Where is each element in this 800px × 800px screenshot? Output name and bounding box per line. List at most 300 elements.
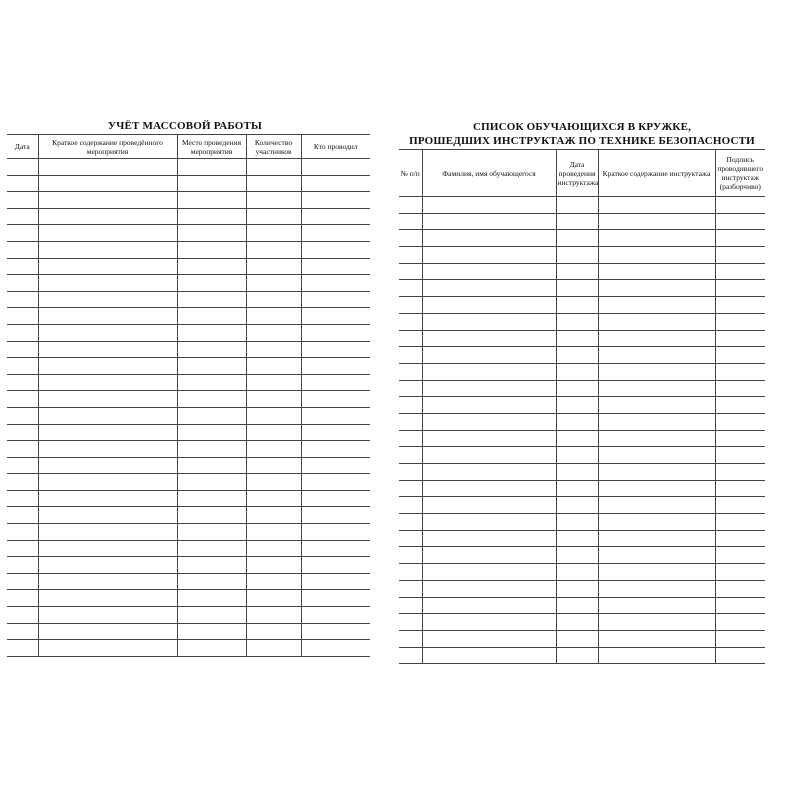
table-cell	[422, 263, 556, 280]
table-cell	[177, 324, 246, 341]
table-cell	[177, 524, 246, 541]
table-row	[7, 391, 370, 408]
table-cell	[715, 380, 765, 397]
table-header-row	[399, 150, 765, 197]
table-cell	[422, 330, 556, 347]
table-cell	[556, 263, 598, 280]
right-page-title-line2: ПРОШЕДШИХ ИНСТРУКТАЖ ПО ТЕХНИКЕ БЕЗОПАСНОСТИ	[409, 135, 755, 147]
table-cell	[38, 258, 177, 275]
table-cell	[399, 514, 422, 531]
table-cell	[715, 197, 765, 214]
table-cell	[598, 580, 715, 597]
table-cell	[399, 413, 422, 430]
table-cell	[598, 263, 715, 280]
table-cell	[715, 580, 765, 597]
column-header-instructor-signature: Подпись проводившего инструктаж (разборчиво)	[715, 150, 765, 197]
table-cell	[598, 514, 715, 531]
table-cell	[422, 547, 556, 564]
table-cell	[422, 380, 556, 397]
table-cell	[7, 441, 38, 458]
table-cell	[38, 407, 177, 424]
table-cell	[38, 358, 177, 375]
table-row	[399, 330, 765, 347]
mass-work-table	[7, 134, 370, 657]
table-row	[7, 424, 370, 441]
table-cell	[38, 159, 177, 176]
table-cell	[301, 507, 370, 524]
table-cell	[177, 457, 246, 474]
table-cell	[399, 363, 422, 380]
table-cell	[246, 557, 301, 574]
table-cell	[715, 363, 765, 380]
table-cell	[399, 230, 422, 247]
table-header-row	[7, 135, 370, 159]
table-cell	[246, 623, 301, 640]
table-cell	[246, 208, 301, 225]
table-cell	[422, 247, 556, 264]
table-cell	[38, 607, 177, 624]
table-cell	[177, 374, 246, 391]
table-cell	[715, 230, 765, 247]
table-cell	[7, 175, 38, 192]
table-cell	[422, 230, 556, 247]
table-cell	[38, 374, 177, 391]
table-cell	[246, 374, 301, 391]
table-cell	[556, 614, 598, 631]
table-cell	[399, 614, 422, 631]
column-header-location: Место проведения мероприятия	[177, 135, 246, 159]
table-row	[399, 580, 765, 597]
column-header-student-name: Фамилия, имя обучающегося	[422, 150, 556, 197]
table-cell	[177, 424, 246, 441]
table-row	[7, 590, 370, 607]
table-cell	[246, 607, 301, 624]
table-cell	[38, 324, 177, 341]
safety-briefing-table	[399, 149, 765, 664]
table-row	[399, 380, 765, 397]
table-cell	[246, 457, 301, 474]
table-cell	[246, 590, 301, 607]
table-cell	[422, 213, 556, 230]
table-cell	[422, 280, 556, 297]
table-cell	[301, 640, 370, 657]
table-row	[399, 514, 765, 531]
table-cell	[177, 358, 246, 375]
table-cell	[598, 347, 715, 364]
table-cell	[556, 430, 598, 447]
table-cell	[38, 175, 177, 192]
table-cell	[177, 441, 246, 458]
table-cell	[715, 430, 765, 447]
table-cell	[556, 564, 598, 581]
table-cell	[422, 580, 556, 597]
table-cell	[7, 640, 38, 657]
table-cell	[598, 464, 715, 481]
table-cell	[7, 159, 38, 176]
table-cell	[399, 263, 422, 280]
table-cell	[7, 557, 38, 574]
table-row	[7, 192, 370, 209]
table-row	[399, 197, 765, 214]
table-cell	[715, 480, 765, 497]
table-cell	[301, 391, 370, 408]
table-cell	[556, 497, 598, 514]
table-row	[7, 291, 370, 308]
table-cell	[598, 480, 715, 497]
table-cell	[399, 447, 422, 464]
table-cell	[399, 330, 422, 347]
table-cell	[38, 341, 177, 358]
table-cell	[422, 347, 556, 364]
table-cell	[38, 391, 177, 408]
table-cell	[399, 213, 422, 230]
table-cell	[598, 630, 715, 647]
table-cell	[422, 614, 556, 631]
table-cell	[598, 597, 715, 614]
table-cell	[7, 341, 38, 358]
table-cell	[246, 291, 301, 308]
table-cell	[715, 514, 765, 531]
table-row	[7, 159, 370, 176]
table-cell	[598, 547, 715, 564]
table-cell	[715, 313, 765, 330]
table-cell	[177, 208, 246, 225]
table-cell	[301, 573, 370, 590]
table-cell	[7, 358, 38, 375]
table-cell	[301, 424, 370, 441]
table-cell	[422, 197, 556, 214]
table-cell	[177, 341, 246, 358]
table-cell	[598, 430, 715, 447]
table-cell	[246, 192, 301, 209]
table-cell	[38, 557, 177, 574]
table-cell	[301, 275, 370, 292]
table-row	[7, 607, 370, 624]
table-cell	[399, 197, 422, 214]
table-cell	[177, 590, 246, 607]
table-row	[399, 430, 765, 447]
table-cell	[7, 291, 38, 308]
table-cell	[715, 263, 765, 280]
table-cell	[7, 258, 38, 275]
table-row	[7, 640, 370, 657]
table-cell	[399, 280, 422, 297]
table-cell	[556, 580, 598, 597]
table-cell	[246, 640, 301, 657]
table-cell	[246, 474, 301, 491]
table-cell	[246, 573, 301, 590]
table-cell	[422, 447, 556, 464]
table-cell	[246, 275, 301, 292]
table-cell	[177, 241, 246, 258]
table-cell	[7, 208, 38, 225]
table-cell	[715, 447, 765, 464]
table-cell	[598, 330, 715, 347]
table-cell	[556, 547, 598, 564]
table-cell	[556, 647, 598, 664]
table-cell	[556, 447, 598, 464]
table-cell	[246, 308, 301, 325]
table-cell	[715, 614, 765, 631]
table-cell	[177, 258, 246, 275]
table-cell	[38, 524, 177, 541]
table-cell	[598, 397, 715, 414]
table-cell	[177, 607, 246, 624]
table-row	[7, 507, 370, 524]
table-cell	[399, 580, 422, 597]
table-cell	[38, 507, 177, 524]
table-row	[399, 230, 765, 247]
table-cell	[556, 313, 598, 330]
table-cell	[598, 564, 715, 581]
table-cell	[177, 391, 246, 408]
table-row	[399, 347, 765, 364]
table-cell	[399, 297, 422, 314]
table-row	[399, 564, 765, 581]
table-row	[399, 447, 765, 464]
table-cell	[715, 630, 765, 647]
table-cell	[7, 391, 38, 408]
table-cell	[556, 297, 598, 314]
table-cell	[301, 524, 370, 541]
column-header-participants: Количество участников	[246, 135, 301, 159]
table-cell	[715, 530, 765, 547]
table-cell	[715, 297, 765, 314]
table-cell	[246, 424, 301, 441]
table-cell	[422, 464, 556, 481]
table-cell	[556, 480, 598, 497]
table-cell	[301, 374, 370, 391]
table-cell	[422, 397, 556, 414]
table-cell	[177, 623, 246, 640]
table-cell	[422, 480, 556, 497]
table-cell	[246, 441, 301, 458]
table-cell	[177, 573, 246, 590]
table-cell	[422, 564, 556, 581]
table-cell	[177, 540, 246, 557]
table-cell	[399, 430, 422, 447]
table-cell	[422, 297, 556, 314]
table-cell	[598, 230, 715, 247]
table-cell	[598, 247, 715, 264]
table-row	[399, 464, 765, 481]
table-row	[399, 297, 765, 314]
table-cell	[422, 413, 556, 430]
table-cell	[598, 530, 715, 547]
table-cell	[7, 540, 38, 557]
table-cell	[399, 380, 422, 397]
table-cell	[556, 213, 598, 230]
table-cell	[7, 474, 38, 491]
table-cell	[246, 358, 301, 375]
table-cell	[422, 313, 556, 330]
table-cell	[422, 514, 556, 531]
table-cell	[301, 358, 370, 375]
table-cell	[715, 647, 765, 664]
table-row	[399, 213, 765, 230]
table-cell	[38, 457, 177, 474]
table-cell	[301, 192, 370, 209]
table-cell	[422, 647, 556, 664]
table-row	[7, 524, 370, 541]
table-cell	[301, 474, 370, 491]
table-cell	[38, 441, 177, 458]
table-cell	[399, 464, 422, 481]
table-row	[399, 263, 765, 280]
column-header-conductor: Кто проводил	[301, 135, 370, 159]
table-cell	[246, 391, 301, 408]
table-row	[7, 308, 370, 325]
column-header-briefing-date: Дата проведения инструктажа	[556, 150, 598, 197]
table-cell	[422, 597, 556, 614]
table-cell	[38, 474, 177, 491]
table-cell	[177, 275, 246, 292]
table-cell	[715, 597, 765, 614]
table-cell	[7, 607, 38, 624]
table-cell	[177, 640, 246, 657]
table-row	[399, 647, 765, 664]
right-page-title-line1: СПИСОК ОБУЧАЮЩИХСЯ В КРУЖКЕ,	[472, 121, 692, 133]
table-cell	[301, 607, 370, 624]
table-cell	[715, 347, 765, 364]
table-cell	[301, 258, 370, 275]
table-cell	[556, 630, 598, 647]
column-header-briefing-summary: Краткое содержание инструктажа	[598, 150, 715, 197]
table-cell	[715, 280, 765, 297]
table-cell	[301, 324, 370, 341]
table-row	[7, 623, 370, 640]
table-cell	[301, 291, 370, 308]
table-cell	[399, 647, 422, 664]
right-page-title	[399, 120, 765, 148]
table-cell	[715, 564, 765, 581]
table-cell	[7, 590, 38, 607]
table-cell	[7, 457, 38, 474]
table-cell	[301, 490, 370, 507]
table-cell	[38, 308, 177, 325]
table-cell	[177, 159, 246, 176]
table-row	[7, 441, 370, 458]
table-cell	[177, 490, 246, 507]
table-cell	[598, 647, 715, 664]
table-row	[7, 175, 370, 192]
table-cell	[38, 192, 177, 209]
table-cell	[715, 464, 765, 481]
table-cell	[177, 192, 246, 209]
table-cell	[598, 197, 715, 214]
table-cell	[399, 480, 422, 497]
table-row	[399, 630, 765, 647]
table-cell	[177, 291, 246, 308]
table-cell	[556, 347, 598, 364]
table-cell	[301, 175, 370, 192]
column-header-date: Дата	[7, 135, 38, 159]
table-cell	[301, 225, 370, 242]
table-cell	[556, 330, 598, 347]
table-cell	[38, 424, 177, 441]
table-row	[7, 557, 370, 574]
table-cell	[246, 507, 301, 524]
table-cell	[177, 308, 246, 325]
table-cell	[399, 347, 422, 364]
table-cell	[301, 557, 370, 574]
table-cell	[598, 447, 715, 464]
table-cell	[246, 258, 301, 275]
table-cell	[7, 623, 38, 640]
table-cell	[246, 524, 301, 541]
table-cell	[399, 497, 422, 514]
table-cell	[7, 192, 38, 209]
table-cell	[38, 590, 177, 607]
table-cell	[7, 275, 38, 292]
table-cell	[38, 208, 177, 225]
table-cell	[598, 413, 715, 430]
table-cell	[7, 573, 38, 590]
table-row	[399, 480, 765, 497]
table-cell	[715, 413, 765, 430]
table-row	[399, 247, 765, 264]
table-row	[7, 208, 370, 225]
table-cell	[556, 413, 598, 430]
table-cell	[399, 313, 422, 330]
table-cell	[246, 225, 301, 242]
table-cell	[399, 397, 422, 414]
table-cell	[715, 547, 765, 564]
table-cell	[556, 380, 598, 397]
table-row	[7, 474, 370, 491]
table-cell	[7, 507, 38, 524]
table-row	[399, 597, 765, 614]
table-row	[399, 614, 765, 631]
table-cell	[7, 424, 38, 441]
table-cell	[246, 407, 301, 424]
table-cell	[422, 530, 556, 547]
table-cell	[246, 341, 301, 358]
table-cell	[556, 230, 598, 247]
table-cell	[301, 590, 370, 607]
table-cell	[177, 557, 246, 574]
table-row	[7, 490, 370, 507]
table-cell	[598, 497, 715, 514]
table-cell	[38, 291, 177, 308]
table-cell	[399, 597, 422, 614]
table-cell	[556, 597, 598, 614]
table-cell	[556, 397, 598, 414]
table-cell	[7, 374, 38, 391]
column-header-summary: Краткое содержание проведённого мероприятия	[38, 135, 177, 159]
table-row	[7, 341, 370, 358]
table-cell	[38, 573, 177, 590]
table-cell	[301, 441, 370, 458]
table-cell	[598, 614, 715, 631]
table-cell	[598, 213, 715, 230]
table-cell	[399, 630, 422, 647]
table-cell	[715, 397, 765, 414]
table-cell	[598, 280, 715, 297]
table-row	[7, 358, 370, 375]
table-cell	[598, 363, 715, 380]
table-cell	[556, 514, 598, 531]
table-cell	[177, 225, 246, 242]
table-cell	[38, 540, 177, 557]
table-cell	[38, 490, 177, 507]
table-row	[399, 397, 765, 414]
table-row	[7, 374, 370, 391]
table-row	[7, 457, 370, 474]
table-cell	[301, 308, 370, 325]
table-cell	[38, 275, 177, 292]
column-header-number: № п/п	[399, 150, 422, 197]
